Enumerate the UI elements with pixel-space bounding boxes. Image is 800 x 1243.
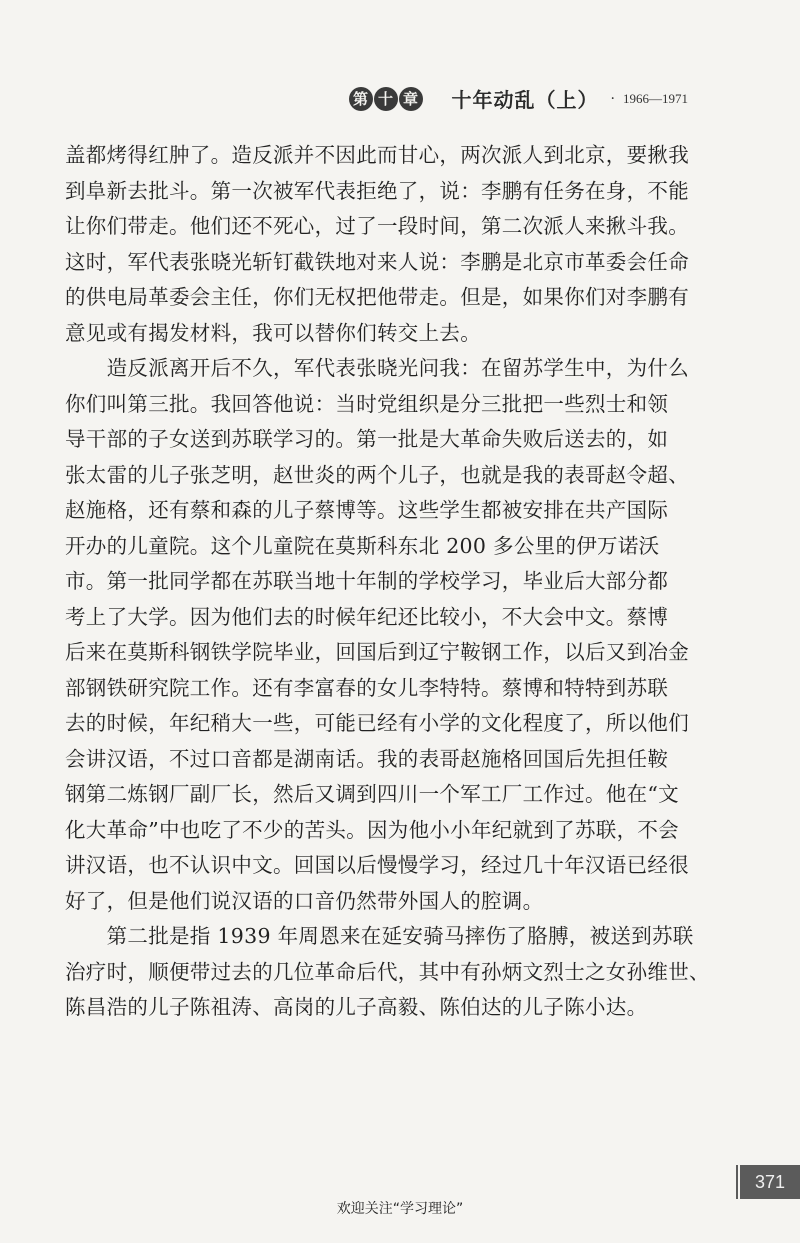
chapter-badge-char: 十	[374, 87, 398, 111]
text-line: 盖都烤得红肿了。造反派并不因此而甘心，两次派人到北京，要揪我	[65, 143, 689, 167]
paragraph	[65, 351, 705, 919]
text-line: 化大革命”中也吃了不少的苦头。因为他小小年纪就到了苏联，不会	[65, 817, 679, 842]
chapter-badge-char: 章	[399, 87, 423, 111]
paragraph	[65, 138, 705, 351]
text-line: 到阜新去批斗。第一次被军代表拒绝了，说：李鹏有任务在身，不能	[65, 178, 689, 203]
text-line: 赵施格，还有蔡和森的儿子蔡博等。这些学生都被安排在共产国际	[65, 498, 669, 522]
text-line: 让你们带走。他们还不死心，过了一段时间，第二次派人来揪斗我。	[65, 214, 689, 238]
text-line: 第二批是指 1939 年周恩来在延安骑马摔伤了胳膊，被送到苏联	[65, 924, 694, 948]
text-line: 部钢铁研究院工作。还有李富春的女儿李特特。蔡博和特特到苏联	[65, 675, 669, 700]
text-line: 陈昌浩的儿子陈祖涛、高岗的儿子高毅、陈伯达的儿子陈小达。	[65, 995, 648, 1019]
text-line: 张太雷的儿子张芝明，赵世炎的两个儿子，也就是我的表哥赵令超、	[65, 462, 689, 487]
text-line: 好了，但是他们说汉语的口音仍然带外国人的腔调。	[65, 888, 544, 913]
chapter-title: 十年动乱（上）	[451, 88, 599, 112]
text-line: 市。第一批同学都在苏联当地十年制的学校学习，毕业后大部分都	[65, 569, 669, 593]
text-line: 讲汉语，也不认识中文。回国以后慢慢学习，经过几十年汉语已经很	[65, 853, 689, 877]
chapter-years: 1966—1971	[623, 90, 688, 106]
paragraph	[65, 919, 710, 1026]
footer-note: 欢迎关注“学习理论”	[336, 1201, 464, 1217]
text-line: 造反派离开后不久，军代表张晓光问我：在留苏学生中，为什么	[65, 356, 689, 380]
text-line: 这时，军代表张晓光斩钉截铁地对来人说：李鹏是北京市革委会任命	[65, 249, 689, 274]
text-line: 开办的儿童院。这个儿童院在莫斯科东北 200 多公里的伊万诺沃	[65, 533, 660, 558]
text-line: 治疗时，顺便带过去的几位革命后代，其中有孙炳文烈士之女孙维世、	[65, 959, 710, 984]
header-separator: ·	[610, 90, 615, 107]
text-line: 钢第二炼钢厂副厂长，然后又调到四川一个军工厂工作过。他在“文	[65, 782, 679, 806]
text-line: 的供电局革委会主任，你们无权把他带走。但是，如果你们对李鹏有	[65, 285, 689, 309]
chapter-badge	[349, 87, 424, 111]
text-line: 导干部的子女送到苏联学习的。第一批是大革命失败后送去的，如	[65, 427, 669, 451]
text-line: 去的时候，年纪稍大一些，可能已经有小学的文化程度了，所以他们	[65, 711, 689, 735]
page-body	[65, 138, 710, 1026]
text-line: 会讲汉语，不过口音都是湖南话。我的表哥赵施格回国后先担任鞍	[65, 746, 669, 771]
text-line: 你们叫第三批。我回答他说：当时党组织是分三批把一些烈士和领	[65, 391, 669, 416]
text-line: 考上了大学。因为他们去的时候年纪还比较小，不大会中文。蔡博	[65, 604, 669, 629]
text-line: 意见或有揭发材料，我可以替你们转交上去。	[65, 320, 481, 345]
text-line: 后来在莫斯科钢铁学院毕业，回国后到辽宁鞍钢工作，以后又到冶金	[65, 640, 689, 664]
running-header	[349, 84, 688, 113]
page-number: 371	[740, 1165, 800, 1199]
page-number-rule	[736, 1165, 738, 1199]
chapter-badge-char: 第	[349, 87, 373, 111]
